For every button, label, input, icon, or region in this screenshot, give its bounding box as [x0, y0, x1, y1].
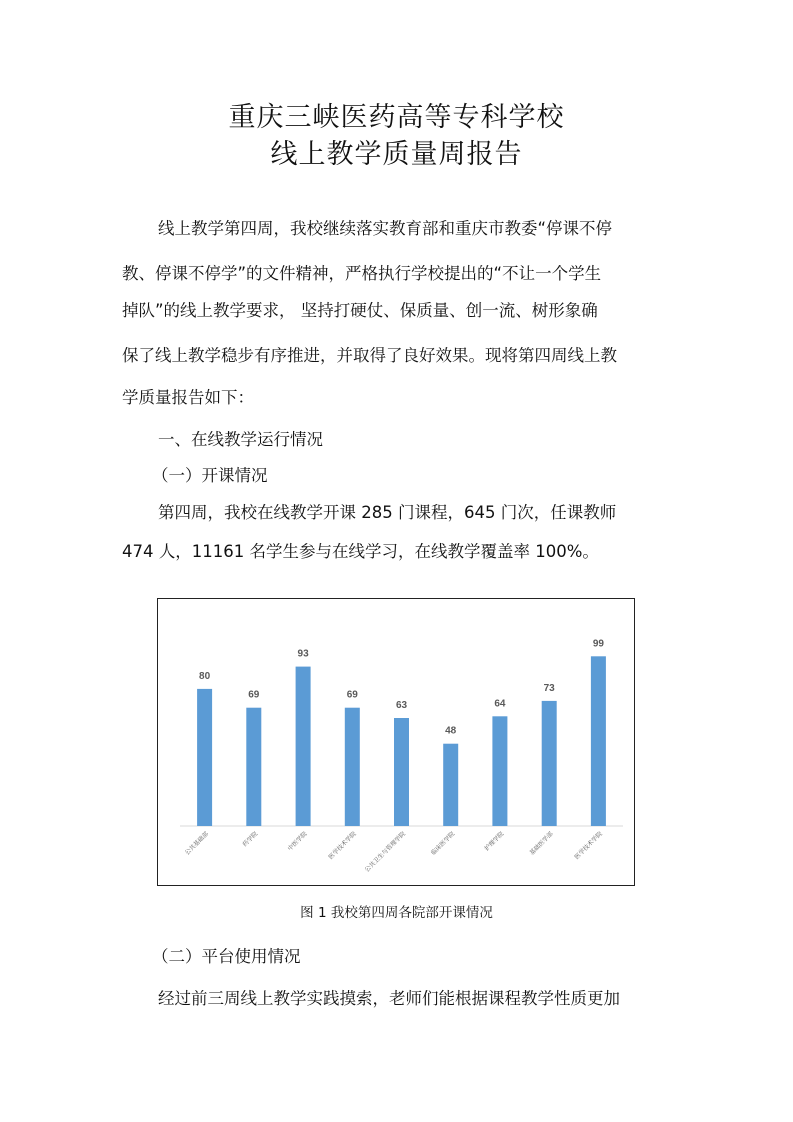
data-label-4: 63: [395, 700, 408, 711]
data-label-3: 69: [346, 689, 358, 701]
data-label-8: 99: [592, 638, 604, 650]
text-line: 474 人，11161 名学生参与在线学习，在线教学覆盖率 100%。: [122, 542, 599, 561]
bar-7: [542, 701, 557, 826]
text-line: 教、停课不停学”的文件精神，严格执行学校提出的“不让一个学生: [122, 264, 602, 283]
title-line-2: 线上教学质量周报告: [270, 139, 523, 170]
data-label-1: 69: [248, 689, 260, 701]
category-label-5: 临床医学院: [429, 830, 457, 857]
bar-3: [345, 708, 360, 826]
section-heading: 一、在线教学运行情况: [158, 430, 323, 449]
bar-8: [591, 656, 606, 826]
bar-5: [443, 744, 458, 826]
category-label-7: 基础医学部: [528, 830, 555, 857]
bar-6: [492, 716, 507, 826]
text-line: 第四周，我校在线教学开课 285 门课程，645 门次，任课教师: [158, 503, 617, 522]
figure-caption: 图 1 我校第四周各院部开课情况: [300, 905, 493, 921]
data-label-2: 93: [297, 648, 309, 660]
bar-2: [296, 667, 311, 826]
bar-chart: [157, 598, 635, 886]
data-label-5: 48: [445, 725, 457, 737]
bar-1: [246, 708, 261, 826]
bar-0: [197, 689, 212, 826]
title-line-1: 重庆三峡医药高等专科学校: [228, 102, 565, 133]
text-line: 保了线上教学稳步有序推进，并取得了良好效果。现将第四周线上教: [122, 346, 617, 365]
text-line: 线上教学第四周，我校继续落实教育部和重庆市教委“停课不停: [158, 219, 613, 238]
text-line: 经过前三周线上教学实践摸索，老师们能根据课程教学性质更加: [158, 989, 620, 1008]
subsection-heading: （一）开课情况: [152, 466, 268, 485]
category-label-6: 护理学院: [483, 830, 506, 853]
category-label-0: 公共基础部: [183, 830, 211, 857]
bar-chart-svg: [158, 599, 633, 884]
category-label-4: 公共卫生与管理学院: [363, 830, 407, 874]
category-label-8: 医学技术学院: [573, 830, 604, 861]
text-line: 学质量报告如下：: [122, 388, 254, 407]
data-label-7: 73: [543, 682, 555, 694]
data-label-6: 64: [494, 698, 506, 710]
text-line: 掉队”的线上教学要求， 坚持打硬仗、保质量、创一流、树形象确: [122, 301, 598, 320]
category-label-1: 药学院: [241, 830, 260, 849]
subsection-heading-2: （二）平台使用情况: [152, 947, 301, 966]
category-label-2: 中医学院: [286, 830, 309, 853]
bar-4: [394, 718, 409, 826]
category-label-3: 医学技术学院: [327, 830, 358, 861]
data-label-0: 80: [199, 670, 211, 682]
